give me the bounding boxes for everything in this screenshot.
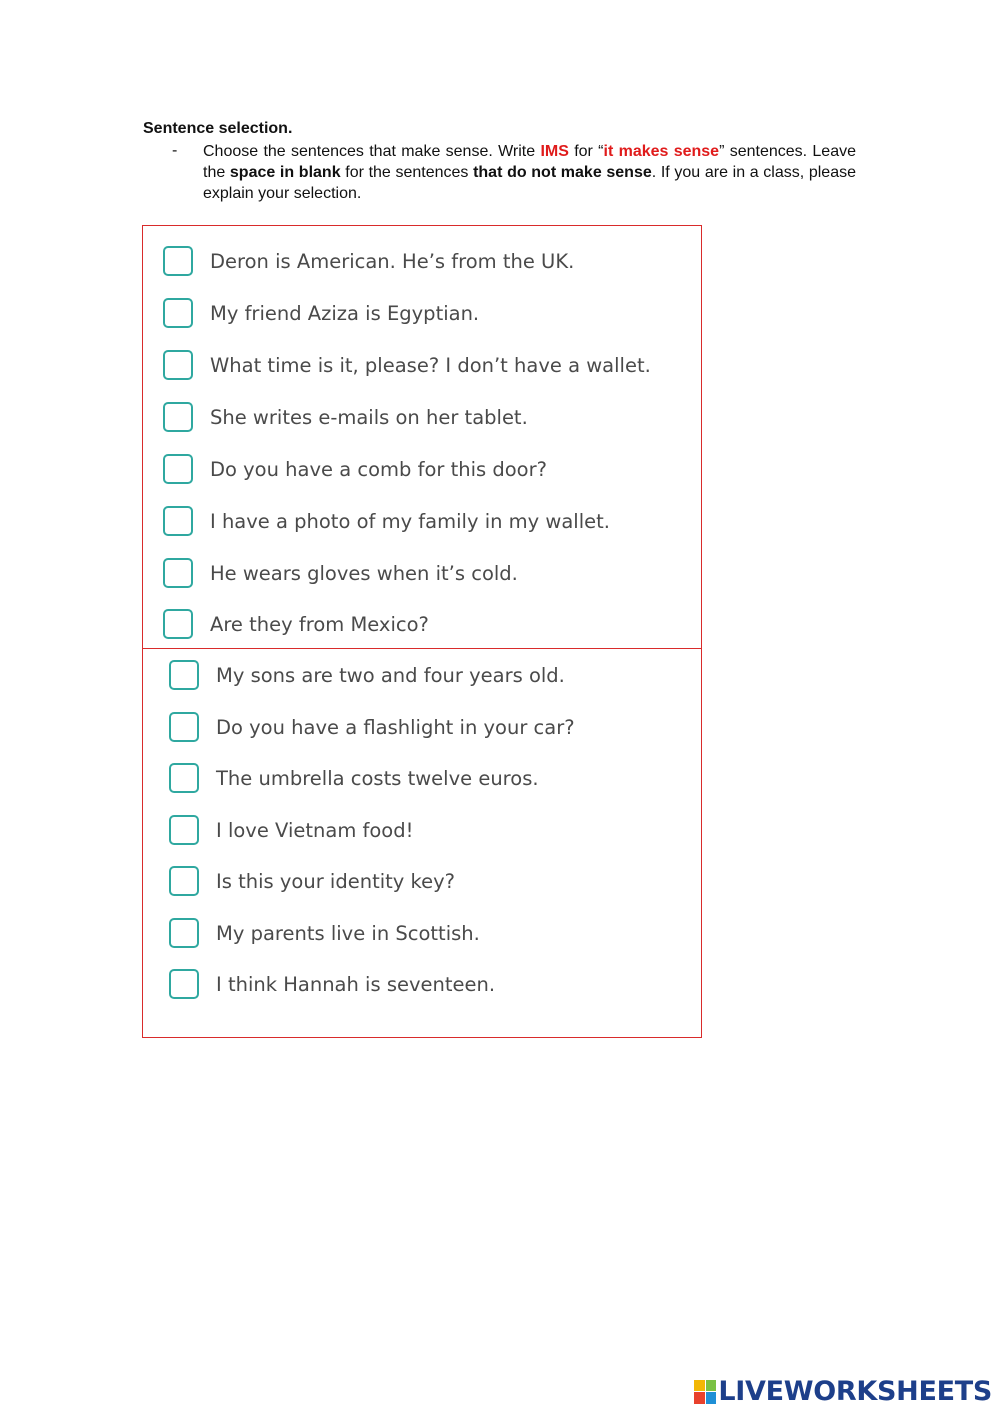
list-item — [163, 607, 429, 641]
answer-checkbox[interactable] — [163, 402, 193, 432]
list-item — [169, 710, 575, 744]
answer-checkbox[interactable] — [163, 506, 193, 536]
list-item — [163, 400, 528, 434]
list-item — [169, 813, 413, 847]
list-item — [163, 504, 610, 538]
logo-mark-icon — [694, 1380, 716, 1404]
list-item — [169, 967, 495, 1001]
liveworksheets-logo — [694, 1376, 992, 1407]
sentence-text: What time is it, please? I don’t have a wallet. — [210, 353, 651, 377]
instructions-text-4: for the sentences — [340, 164, 474, 181]
answer-checkbox[interactable] — [163, 298, 193, 328]
sentence-text: He wears gloves when it’s cold. — [210, 561, 518, 585]
sentence-text: Is this your identity key? — [216, 869, 456, 893]
answer-checkbox[interactable] — [163, 609, 193, 639]
answer-checkbox[interactable] — [163, 454, 193, 484]
answer-checkbox[interactable] — [169, 712, 199, 742]
answer-checkbox[interactable] — [169, 660, 199, 690]
list-item — [163, 296, 479, 330]
space-in-blank-phrase: space in blank — [229, 164, 341, 181]
list-item — [169, 761, 539, 795]
answer-checkbox[interactable] — [169, 866, 199, 896]
ims-keyword: IMS — [540, 143, 569, 160]
list-item — [169, 864, 455, 898]
sentence-text: I think Hannah is seventeen. — [216, 972, 496, 996]
list-item — [169, 916, 480, 950]
page-title: Sentence selection. — [143, 120, 293, 137]
answer-checkbox[interactable] — [169, 918, 199, 948]
instructions-text-1: Choose the sentences that make sense. Write — [203, 143, 541, 160]
sentence-text: Do you have a flashlight in your car? — [216, 715, 575, 739]
instructions-text-3: ” sentences. Leave the — [203, 143, 857, 181]
sentence-text: My sons are two and four years old. — [216, 663, 565, 687]
answer-checkbox[interactable] — [163, 558, 193, 588]
answer-checkbox[interactable] — [169, 969, 199, 999]
logo-text: LIVEWORKSHEETS — [718, 1376, 992, 1407]
sentence-text: My friend Aziza is Egyptian. — [210, 301, 480, 325]
list-item — [163, 348, 651, 382]
sentence-text: The umbrella costs twelve euros. — [216, 766, 539, 790]
sentence-text: My parents live in Scottish. — [216, 921, 480, 945]
sentence-text: I have a photo of my family in my wallet. — [210, 509, 610, 533]
instructions — [203, 141, 856, 204]
sentence-text: Are they from Mexico? — [210, 612, 429, 636]
instructions-text-5: . If you are in a class, please explain your selection. — [203, 164, 856, 202]
list-item — [169, 658, 565, 692]
answer-checkbox[interactable] — [169, 763, 199, 793]
sentence-text: I love Vietnam food! — [216, 818, 414, 842]
sentence-text: She writes e-mails on her tablet. — [210, 405, 528, 429]
answer-checkbox[interactable] — [163, 246, 193, 276]
not-sense-phrase: that do not make sense — [473, 164, 652, 181]
list-item — [163, 244, 574, 278]
instructions-text-2: for “ — [568, 143, 604, 160]
sentence-text: Do you have a comb for this door? — [210, 457, 547, 481]
makes-sense-phrase: it makes sense — [603, 143, 720, 160]
sentence-text: Deron is American. He’s from the UK. — [210, 249, 575, 273]
list-item — [163, 556, 518, 590]
answer-checkbox[interactable] — [163, 350, 193, 380]
list-dash: - — [172, 142, 178, 159]
list-item — [163, 452, 547, 486]
answer-checkbox[interactable] — [169, 815, 199, 845]
